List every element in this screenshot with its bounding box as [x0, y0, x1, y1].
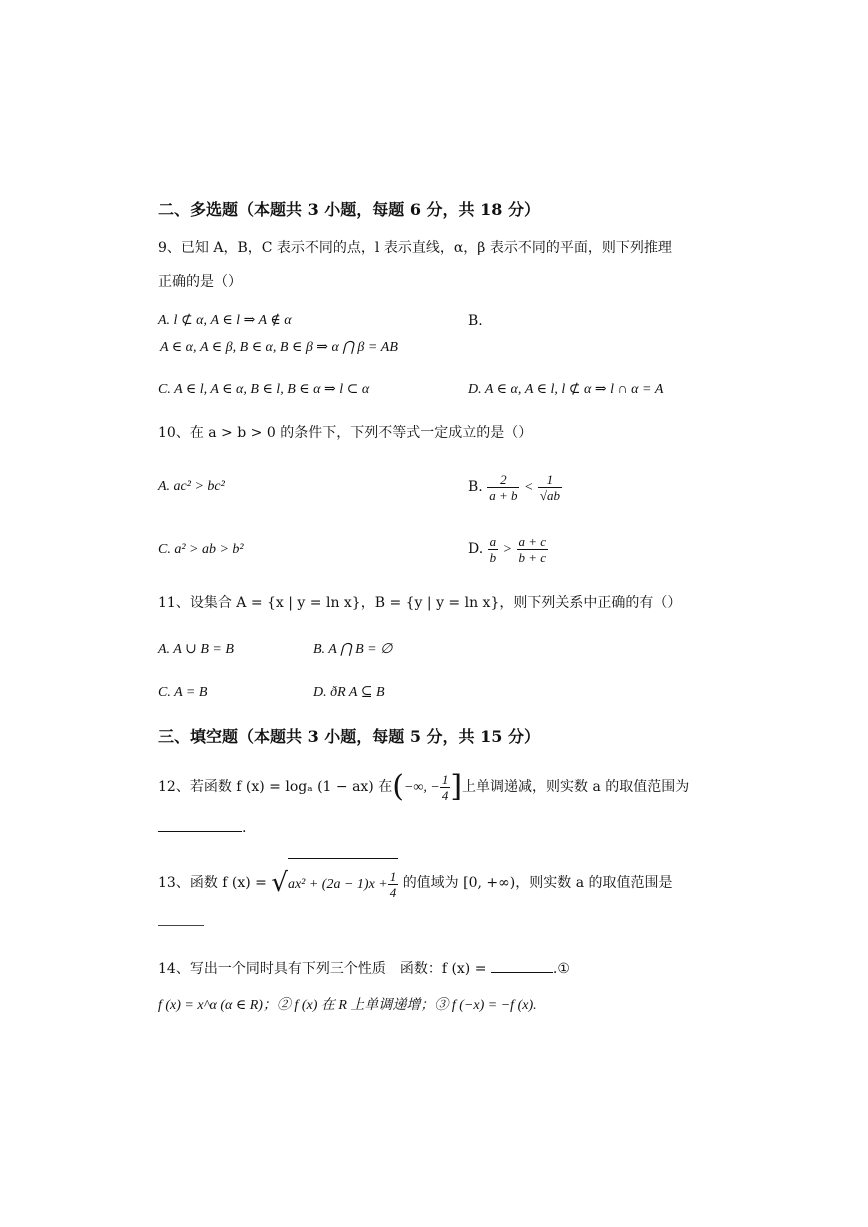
q11-option-b: B. A ⋂ B = ∅ — [313, 642, 393, 657]
q13-fraction-numerator: 1 — [389, 868, 397, 884]
q10-option-d — [468, 528, 548, 570]
q10-option-b — [468, 466, 562, 508]
q10-stem: 10、在 a > b > 0 的条件下，下列不等式一定成立的是（） — [158, 425, 533, 441]
q9-stem-line2: 正确的是（） — [158, 274, 242, 290]
q10-option-d-fraction-2 — [517, 534, 549, 565]
q11-option-d: D. ðR A ⊆ B — [313, 685, 385, 700]
q13-stem-before: 13、函数 f (x) = — [158, 875, 267, 891]
q13-stem — [158, 858, 673, 904]
q13-stem-after: 的值域为 [0, +∞)，则实数 a 的取值范围是 — [402, 875, 673, 891]
q9-option-d: D. A ∈ α, A ∈ l, l ⊄ α ⇒ l ∩ α = A — [468, 382, 664, 397]
section-heading-multiple-choice: 二、多选题（本题共 3 小题，每题 6 分，共 18 分） — [158, 200, 540, 219]
q10-option-d-numerator-1: a — [489, 533, 497, 549]
q10-option-b-numerator-2: 1 — [538, 472, 562, 488]
q12-answer-line — [158, 818, 246, 838]
q14-stem-line2: f (x) = x^α (α ∈ R)；② f (x) 在 R 上单调递增；③ f (−x) = −f (x). — [158, 998, 537, 1013]
q10-option-b-denominator-1: a + b — [489, 487, 518, 503]
q13-radicand-fraction — [388, 869, 399, 900]
q10-option-c: C. a² > ab > b² — [158, 542, 244, 557]
q10-option-b-fraction-2 — [538, 472, 562, 503]
q12-end-mark: . — [242, 820, 247, 836]
q12-close-bracket: ] — [450, 769, 463, 804]
q10-option-b-fraction-1 — [487, 472, 519, 503]
q14-stem-line1-after: .① — [552, 961, 570, 977]
q12-interval-left: −∞, − — [403, 780, 440, 795]
q13-fraction-denominator: 4 — [389, 884, 397, 900]
q12-interval-denominator: 4 — [441, 787, 449, 803]
q9-option-a: A. l ⊄ α, A ∈ l ⇒ A ∉ α — [158, 313, 292, 328]
q13-radicand-text: ax² + (2a − 1)x + — [287, 877, 388, 892]
q12-open-bracket: ( — [392, 769, 404, 804]
q10-option-b-label: B. — [468, 479, 483, 495]
q9-option-c: C. A ∈ l, A ∈ α, B ∈ l, B ∈ α ⇒ l ⊂ α — [158, 382, 370, 397]
q12-stem-after: 上单调递减，则实数 a 的取值范围为 — [462, 779, 690, 795]
section-heading-fill-in: 三、填空题（本题共 3 小题，每题 5 分，共 15 分） — [158, 727, 540, 746]
q13-answer-blank[interactable] — [158, 913, 204, 926]
q10-option-d-numerator-2: a + c — [518, 533, 547, 549]
q13-radicand — [288, 858, 398, 908]
q10-option-d-label: D. — [468, 541, 484, 557]
q10-option-d-denominator-2: b + c — [518, 549, 547, 565]
q12-interval-numerator: 1 — [441, 771, 449, 787]
q10-option-b-denominator-2: √ab — [539, 487, 560, 503]
q11-option-c: C. A = B — [158, 685, 208, 700]
q9-option-b-label: B. — [468, 313, 483, 329]
q14-stem-line1 — [158, 959, 570, 979]
q13-sqrt-expression — [271, 858, 398, 908]
q10-option-b-numerator-1: 2 — [487, 472, 519, 488]
q12-stem — [158, 766, 689, 808]
q12-answer-blank[interactable] — [158, 819, 242, 832]
q12-stem-before: 12、若函数 f (x) = logₐ (1 − ax) 在 — [158, 779, 393, 795]
q10-option-d-fraction-1 — [488, 534, 499, 565]
q14-answer-blank[interactable] — [491, 960, 553, 973]
q10-option-d-relation: > — [502, 542, 513, 557]
q11-stem: 11、设集合 A = {x | y = ln x}，B = {y | y = ln x}，则下列关系中正确的有（） — [158, 595, 682, 611]
q14-stem-line1-before: 14、写出一个同时具有下列三个性质 函数：f (x) = — [158, 961, 487, 977]
q10-option-a: A. ac² > bc² — [158, 479, 225, 494]
q13-answer-line — [158, 912, 204, 932]
q10-option-b-relation: < — [523, 480, 534, 495]
q9-stem-line1: 9、已知 A，B，C 表示不同的点，l 表示直线，α，β 表示不同的平面，则下列推理 — [158, 240, 672, 256]
q11-option-a: A. A ∪ B = B — [158, 642, 234, 657]
q13-sqrt-icon: √ — [271, 868, 288, 898]
q10-option-d-denominator-1: b — [489, 549, 497, 565]
q9-option-b-formula: A ∈ α, A ∈ β, B ∈ α, B ∈ β ⇒ α ⋂ β = AB — [160, 340, 398, 355]
q12-interval-fraction — [440, 772, 451, 803]
